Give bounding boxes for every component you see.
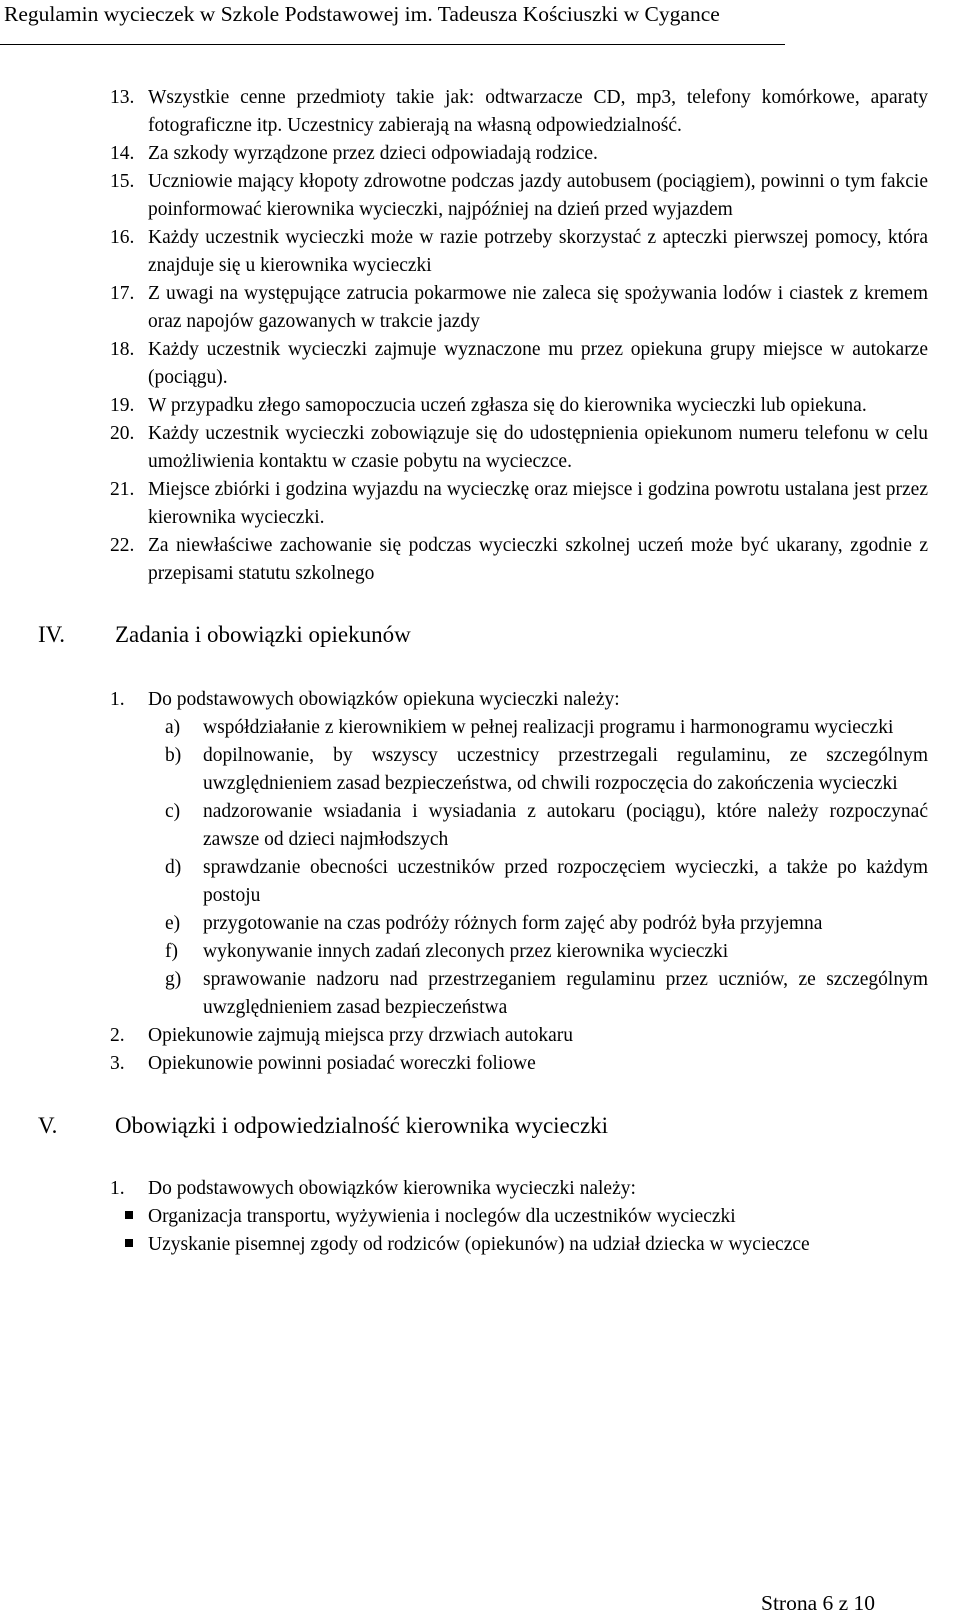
- item-text: nadzorowanie wsiadania i wysiadania z autokaru (pociągu), które należy rozpoczynać zawsze od dzieci najmłodszych: [203, 801, 928, 850]
- list-item: [110, 420, 928, 476]
- item-number: 15.: [110, 171, 135, 192]
- list-item: [110, 1022, 928, 1050]
- item-text: współdziałanie z kierownikiem w pełnej realizacji programu i harmonogramu wycieczki: [203, 717, 894, 738]
- item-number: 19.: [110, 395, 135, 416]
- bullet-list: [110, 1203, 928, 1259]
- item-number: 21.: [110, 479, 135, 500]
- rules-list: [0, 84, 928, 588]
- section-title: Zadania i obowiązki opiekunów: [115, 622, 411, 647]
- item-number: 20.: [110, 423, 135, 444]
- item-number: 3.: [110, 1053, 125, 1074]
- item-number: 17.: [110, 283, 135, 304]
- item-text: Uczniowie mający kłopoty zdrowotne podczas jazdy autobusem (pociągiem), powinni o tym fakcie poinformować kierownika wycieczki, najpóźniej na dzień przed wyjazdem: [148, 171, 928, 220]
- leader-duties-list: [0, 1175, 928, 1259]
- list-item: [110, 168, 928, 224]
- bullet-square-icon: [110, 1231, 148, 1259]
- item-text: Każdy uczestnik wycieczki zajmuje wyznaczone mu przez opiekuna grupy miejsce w autokarze (pociągu).: [148, 339, 928, 388]
- item-text: Opiekunowie powinni posiadać woreczki foliowe: [148, 1053, 536, 1074]
- list-item: [110, 224, 928, 280]
- document-body: [0, 84, 960, 1259]
- list-item: [110, 140, 928, 168]
- item-letter: g): [165, 969, 182, 990]
- sublist-item: [165, 854, 928, 910]
- item-letter: a): [165, 717, 181, 738]
- bullet-square-icon: [110, 1203, 148, 1231]
- sublist-item: [165, 798, 928, 854]
- item-text: Do podstawowych obowiązków kierownika wycieczki należy:: [148, 1178, 636, 1199]
- list-item: [110, 1175, 928, 1259]
- list-item: [110, 1050, 928, 1078]
- item-letter: d): [165, 857, 182, 878]
- item-text: Z uwagi na występujące zatrucia pokarmowe nie zaleca się spożywania lodów i ciastek z kremem oraz napojów gazowanych w trakcie jazdy: [148, 283, 928, 332]
- item-number: 13.: [110, 87, 135, 108]
- bullet-item: [110, 1231, 928, 1259]
- item-text: sprawowanie nadzoru nad przestrzeganiem regulaminu przez uczniów, ze szczególnym uwzględnieniem zasad bezpieczeństwa: [203, 969, 928, 1018]
- page-header: Regulamin wycieczek w Szkole Podstawowej im. Tadeusza Kościuszki w Cygance: [4, 2, 720, 26]
- item-letter: f): [165, 941, 178, 962]
- sublist-item: [165, 910, 928, 938]
- sublist-item: [165, 742, 928, 798]
- item-text: Opiekunowie zajmują miejsca przy drzwiach autokaru: [148, 1025, 574, 1046]
- item-text: Miejsce zbiórki i godzina wyjazdu na wycieczkę oraz miejsce i godzina powrotu ustalana jest przez kierownika wycieczki.: [148, 479, 928, 528]
- item-number: 1.: [110, 689, 125, 710]
- bullet-item: [110, 1203, 928, 1231]
- item-letter: e): [165, 913, 181, 934]
- section-heading: [0, 620, 960, 650]
- item-number: 18.: [110, 339, 135, 360]
- list-item: [110, 532, 928, 588]
- item-number: 2.: [110, 1025, 125, 1046]
- section-number: IV.: [38, 622, 66, 647]
- list-item: [110, 392, 928, 420]
- item-text: dopilnowanie, by wszyscy uczestnicy przestrzegali regulaminu, ze szczególnym uwzględnieniem zasad bezpieczeństwa, od chwili rozpoczęcia do zakończenia wycieczki: [203, 745, 928, 794]
- item-number: 14.: [110, 143, 135, 164]
- item-letter: c): [165, 801, 181, 822]
- list-item: [110, 84, 928, 140]
- item-text: sprawdzanie obecności uczestników przed rozpoczęciem wycieczki, a także po każdym postoju: [203, 857, 928, 906]
- section-title: Obowiązki i odpowiedzialność kierownika wycieczki: [115, 1113, 609, 1138]
- sublist-item: [165, 938, 928, 966]
- supervisor-duties-list: [0, 686, 928, 1078]
- item-text: wykonywanie innych zadań zleconych przez kierownika wycieczki: [203, 941, 729, 962]
- item-number: 22.: [110, 535, 135, 556]
- item-letter: b): [165, 745, 182, 766]
- list-item: [110, 476, 928, 532]
- item-text: Za szkody wyrządzone przez dzieci odpowiadają rodzice.: [148, 143, 598, 164]
- duties-sublist: [110, 714, 928, 1022]
- section-heading: [0, 1111, 960, 1141]
- item-text: przygotowanie na czas podróży różnych form zajęć aby podróż była przyjemna: [203, 913, 823, 934]
- sublist-item: [165, 966, 928, 1022]
- item-text: Każdy uczestnik wycieczki zobowiązuje się do udostępnienia opiekunom numeru telefonu w celu umożliwienia kontaktu w czasie pobytu na wycieczce.: [148, 423, 928, 472]
- item-text: Do podstawowych obowiązków opiekuna wycieczki należy:: [148, 689, 620, 710]
- sublist-item: [165, 714, 928, 742]
- header-divider: [0, 44, 785, 45]
- list-item: [110, 280, 928, 336]
- list-item: [110, 336, 928, 392]
- list-item: [110, 686, 928, 1022]
- page-number: Strona 6 z 10: [761, 1591, 876, 1615]
- item-text: Organizacja transportu, wyżywienia i noclegów dla uczestników wycieczki: [148, 1206, 736, 1227]
- item-text: W przypadku złego samopoczucia uczeń zgłasza się do kierownika wycieczki lub opiekuna.: [148, 395, 867, 416]
- item-text: Za niewłaściwe zachowanie się podczas wycieczki szkolnej uczeń może być ukarany, zgodnie z przepisami statutu szkolnego: [148, 535, 928, 584]
- section-number: V.: [38, 1113, 58, 1138]
- item-number: 16.: [110, 227, 135, 248]
- item-text: Każdy uczestnik wycieczki może w razie potrzeby skorzystać z apteczki pierwszej pomocy, która znajduje się u kierownika wycieczki: [148, 227, 928, 276]
- item-text: Wszystkie cenne przedmioty takie jak: odtwarzacze CD, mp3, telefony komórkowe, aparaty fotograficzne itp. Uczestnicy zabierają na własną odpowiedzialność.: [148, 87, 928, 136]
- item-number: 1.: [110, 1178, 125, 1199]
- item-text: Uzyskanie pisemnej zgody od rodziców (opiekunów) na udział dziecka w wycieczce: [148, 1234, 810, 1255]
